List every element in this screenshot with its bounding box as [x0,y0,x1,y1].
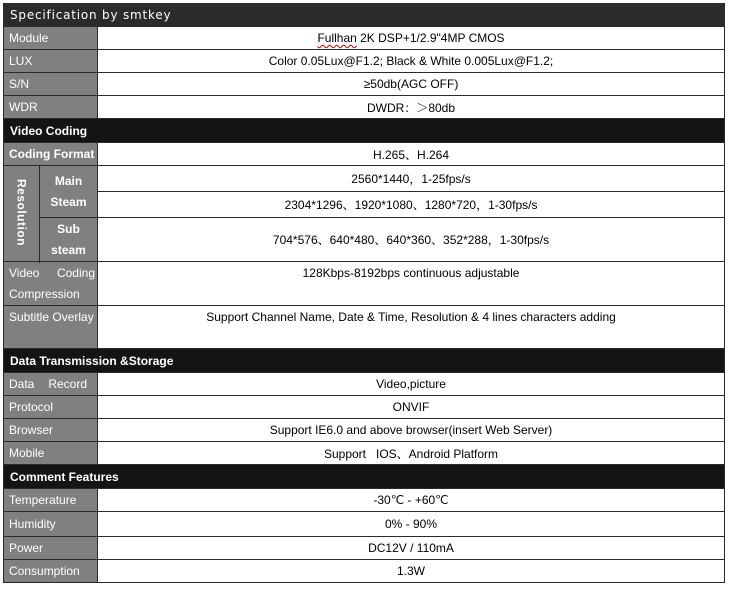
row-value: 0% - 90% [98,512,725,537]
label-word-record: Record [48,377,87,391]
row-value: Support IE6.0 and above browser(insert Web Server) [98,419,725,442]
row-value: 2560*1440，1-25fps/s [98,166,725,192]
row-value: Video,picture [98,373,725,396]
main-stream-label-line1: Main [54,173,83,188]
spec-row-subtitle [4,306,725,349]
row-label: WDR [4,96,98,119]
sub-stream-label [40,218,98,262]
spec-row-resolution-main-2 [4,192,725,218]
row-value: Color 0.05Lux@F1.2; Black & White 0.005Lux@F1.2; [98,50,725,73]
spec-row-compression [4,262,725,306]
spec-row-temperature [4,489,725,512]
main-stream-label-line2: Steam [50,194,87,209]
spec-row-module [4,27,725,50]
row-value: -30℃ - +60℃ [98,489,725,512]
spec-row-sn [4,73,725,96]
value-word: Fullhan [317,31,357,45]
main-stream-label [40,166,98,218]
row-value: 704*576、640*480、640*360、352*288，1-30fps/s [98,218,725,262]
spec-table [3,3,725,583]
spec-row-humidity [4,512,725,537]
label-word-coding: Coding [56,266,95,280]
row-label: Mobile [4,442,98,465]
row-label: Module [4,27,98,50]
label-word-video: Video [9,266,40,280]
row-label [4,262,98,306]
row-value: ONVIF [98,396,725,419]
row-label: Protocol [4,396,98,419]
spec-sheet [3,3,724,583]
row-label: Browser [4,419,98,442]
spec-row-mobile [4,442,725,465]
spec-row-consumption [4,560,725,583]
row-value: 2304*1296、1920*1080、1280*720，1-30fps/s [98,192,725,218]
row-label [4,373,98,396]
resolution-label-text: Resolution [14,178,29,246]
label-word-compression: Compression [9,287,80,301]
row-label: Coding Format [4,143,98,166]
row-value: DWDR：＞80db [98,96,725,119]
section-header-data-transmission: Data Transmission &Storage [4,349,725,373]
row-label: Power [4,537,98,560]
spec-row-browser [4,419,725,442]
resolution-label [4,166,40,262]
sub-stream-label-line2: steam [51,242,86,257]
row-value: Support Channel Name, Date & Time, Resolution & 4 lines characters adding [98,306,725,349]
row-label: LUX [4,50,98,73]
sheet-title: Specification by smtkey [4,4,725,27]
row-label: S/N [4,73,98,96]
row-value: DC12V / 110mA [98,537,725,560]
sub-stream-label-line1: Sub [57,221,80,236]
row-value: 128Kbps-8192bps continuous adjustable [98,262,725,306]
row-value: ≥50db(AGC OFF) [98,73,725,96]
spec-row-resolution-sub [4,218,725,262]
row-label: Consumption [4,560,98,583]
section-header-video-coding: Video Coding [4,119,725,143]
spec-row-wdr [4,96,725,119]
row-label: Humidity [4,512,98,537]
row-value [98,27,725,50]
spec-row-coding-format [4,143,725,166]
section-header-comment-features: Comment Features [4,465,725,489]
spec-row-lux [4,50,725,73]
spec-row-protocol [4,396,725,419]
label-word-data: Data [9,377,35,391]
row-value: Support IOS、Android Platform [98,442,725,465]
row-label: Temperature [4,489,98,512]
row-value: H.265、H.264 [98,143,725,166]
row-value: 1.3W [98,560,725,583]
spec-row-resolution-main-1 [4,166,725,192]
row-label: Subtitle Overlay [4,306,98,349]
value-rest: 2K DSP+1/2.9"4MP CMOS [356,31,505,45]
spec-row-record [4,373,725,396]
spec-row-power [4,537,725,560]
